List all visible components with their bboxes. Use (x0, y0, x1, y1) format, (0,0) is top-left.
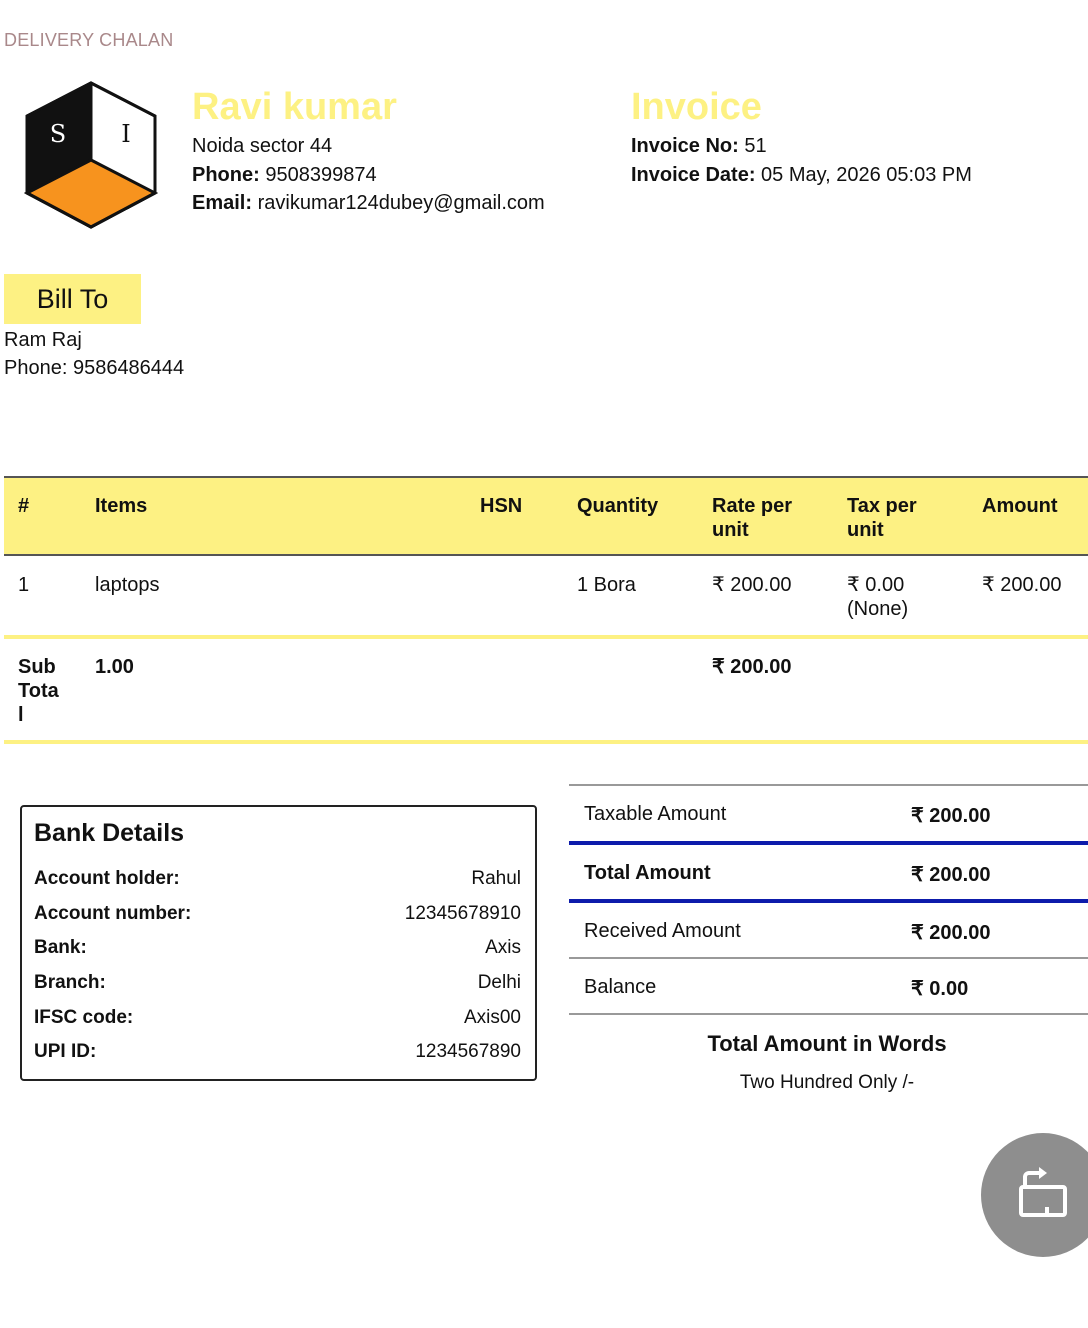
row-divider (4, 635, 1088, 639)
invoice-title: Invoice (631, 86, 762, 128)
svg-text:S: S (49, 120, 67, 148)
summary-balance-row (569, 959, 1088, 1015)
bank-row-upi: UPI ID: 1234567890 (34, 1041, 521, 1062)
bank-details-title: Bank Details (34, 819, 185, 847)
bill-to-phone: Phone: 9586486444 (4, 357, 185, 379)
company-email: Email: ravikumar124dubey@gmail.com (192, 192, 545, 214)
taxable-value: ₹ 200.00 (911, 805, 991, 827)
col-hsn: HSN (480, 495, 523, 517)
summary-taxable-row (569, 786, 1088, 842)
bill-to-label: Bill To (4, 274, 141, 324)
bank-row-ifsc: IFSC code: Axis00 (34, 1007, 521, 1028)
summary-bottom-rule (569, 1013, 1088, 1015)
bank-row-account-holder: Account holder: Rahul (34, 868, 521, 889)
col-tax: Tax per unit (847, 495, 917, 541)
taxable-label: Taxable Amount (584, 803, 727, 825)
company-logo (24, 80, 158, 230)
received-label: Received Amount (584, 920, 741, 942)
bank-row-account-number: Account number: 12345678910 (34, 903, 521, 924)
bank-row-bank: Bank: Axis (34, 937, 521, 958)
col-amount: Amount (982, 495, 1058, 517)
svg-text:I: I (121, 120, 131, 148)
bill-to-name: Ram Raj (4, 329, 82, 351)
summary-received-row (569, 903, 1088, 959)
screen-rotation-icon (1015, 1165, 1075, 1225)
total-label: Total Amount (584, 862, 711, 884)
row-num: 1 (18, 574, 30, 596)
company-name: Ravi kumar (192, 86, 397, 128)
items-table-header (4, 476, 1088, 556)
col-num: # (18, 495, 30, 517)
row-tax-note: (None) (847, 598, 909, 620)
amount-in-words-title: Total Amount in Words (707, 1031, 947, 1056)
balance-value: ₹ 0.00 (911, 978, 969, 1000)
company-address: Noida sector 44 (192, 135, 333, 157)
subtotal-quantity: 1.00 (95, 656, 134, 678)
table-bottom-divider (4, 740, 1088, 744)
col-items: Items (95, 495, 148, 517)
subtotal-amount: ₹ 200.00 (712, 656, 792, 678)
bank-details-card (20, 805, 537, 1081)
balance-label: Balance (584, 976, 657, 998)
total-value: ₹ 200.00 (911, 864, 991, 886)
document-type-title: DELIVERY CHALAN (4, 30, 174, 50)
received-value: ₹ 200.00 (911, 922, 991, 944)
col-rate: Rate per unit (712, 495, 793, 541)
company-phone: Phone: 9508399874 (192, 164, 377, 186)
row-quantity: 1 Bora (577, 574, 636, 596)
bank-row-branch: Branch: Delhi (34, 972, 521, 993)
invoice-number: Invoice No: 51 (631, 135, 767, 157)
row-amount: ₹ 200.00 (982, 574, 1062, 596)
row-rate: ₹ 200.00 (712, 574, 792, 596)
amount-in-words-value: Two Hundred Only /- (739, 1072, 915, 1093)
subtotal-label: Sub Total (18, 656, 59, 726)
row-tax: ₹ 0.00 (847, 574, 905, 596)
invoice-date: Invoice Date: 05 May, 2026 05:03 PM (631, 164, 972, 186)
summary-total-row (569, 845, 1088, 901)
rotate-screen-button[interactable] (981, 1133, 1088, 1257)
row-item: laptops (95, 574, 160, 596)
col-quantity: Quantity (577, 495, 659, 517)
